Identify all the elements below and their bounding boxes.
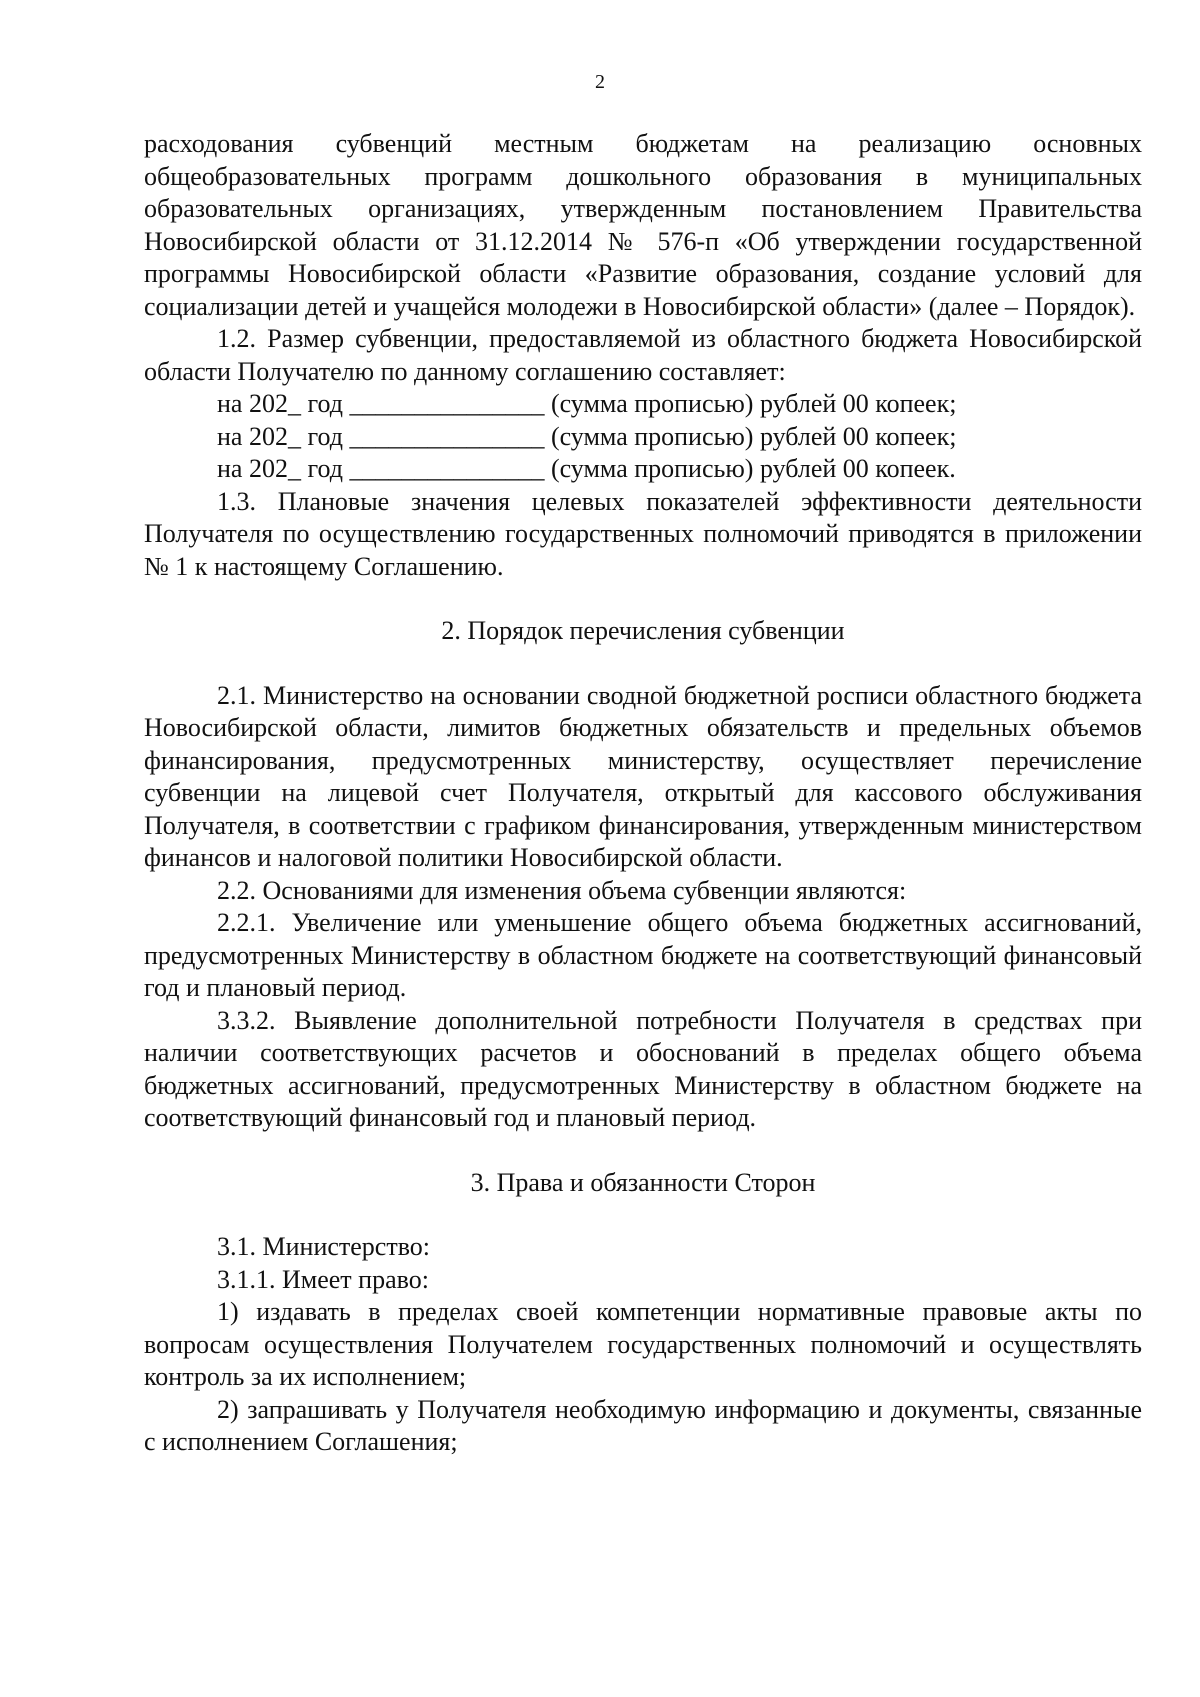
paragraph-3-1-1: 3.1.1. Имеет право:	[217, 1264, 429, 1294]
paragraph-1-3: 1.3. Плановые значения целевых показателей эффективности деятельности Получателя по осуществлению государственных полномочий приводятся в приложении № 1 к настоящему Соглашению.	[144, 486, 1142, 581]
amount-line-1: на 202_ год _______________ (сумма прописью) рублей 00 копеек;	[217, 389, 957, 418]
paragraph-1-2: 1.2. Размер субвенции, предоставляемой из областного бюджета Новосибирской области Получателю по данному соглашению составляет:	[144, 324, 1142, 386]
paragraph-2-1: 2.1. Министерство на основании сводной бюджетной росписи областного бюджета Новосибирской области, лимитов бюджетных обязательств и предельных объемов финансирования, предусмотренных министерству, осуществляет перечисление субвенции на лицевой счет Получателя, открытый для кассового обслуживания Получателя, в соответствии с графиком финансирования, утвержденным министерством финансов и налоговой политики Новосибирской области.	[144, 680, 1142, 872]
list-item-2: 2) запрашивать у Получателя необходимую информацию и документы, связанные с исполнением Соглашения;	[144, 1394, 1142, 1456]
amount-line-3: на 202_ год _______________ (сумма прописью) рублей 00 копеек.	[217, 454, 956, 483]
page-number: 2	[595, 71, 605, 93]
section-2-heading: 2. Порядок перечисления субвенции	[441, 616, 845, 645]
paragraph-3-1: 3.1. Министерство:	[217, 1232, 431, 1261]
paragraph-2-2-1: 2.2.1. Увеличение или уменьшение общего объема бюджетных ассигнований, предусмотренных Министерству в областном бюджете на соответствующий финансовый год и плановый период.	[144, 908, 1142, 1002]
paragraph-intro: расходования субвенций местным бюджетам на реализацию основных общеобразовательных программ дошкольного образования в муниципальных образовательных организациях, утвержденным постановлением Правительства Новосибирской области от 31.12.2014 № 576-п «Об утверждении государственной программы Новосибирской области «Развитие образования, создание условий для социализации детей и учащейся молодежи в Новосибирской области» (далее – Порядок).	[144, 129, 1142, 321]
section-3-heading: 3. Права и обязанности Сторон	[470, 1167, 816, 1197]
document-body	[144, 128, 1142, 1459]
list-item-1: 1) издавать в пределах своей компетенции нормативные правовые акты по вопросам осуществления Получателем государственных полномочий и осуществлять контроль за их исполнением;	[144, 1297, 1142, 1391]
amount-line-2: на 202_ год _______________ (сумма прописью) рублей 00 копеек;	[217, 421, 957, 451]
paragraph-2-2: 2.2. Основаниями для изменения объема субвенции являются:	[217, 875, 907, 905]
paragraph-3-3-2: 3.3.2. Выявление дополнительной потребности Получателя в средствах при наличии соответствующих расчетов и обоснований в пределах общего объема бюджетных ассигнований, предусмотренных Министерству в областном бюджете на соответствующий финансовый год и плановый период.	[144, 1005, 1142, 1132]
